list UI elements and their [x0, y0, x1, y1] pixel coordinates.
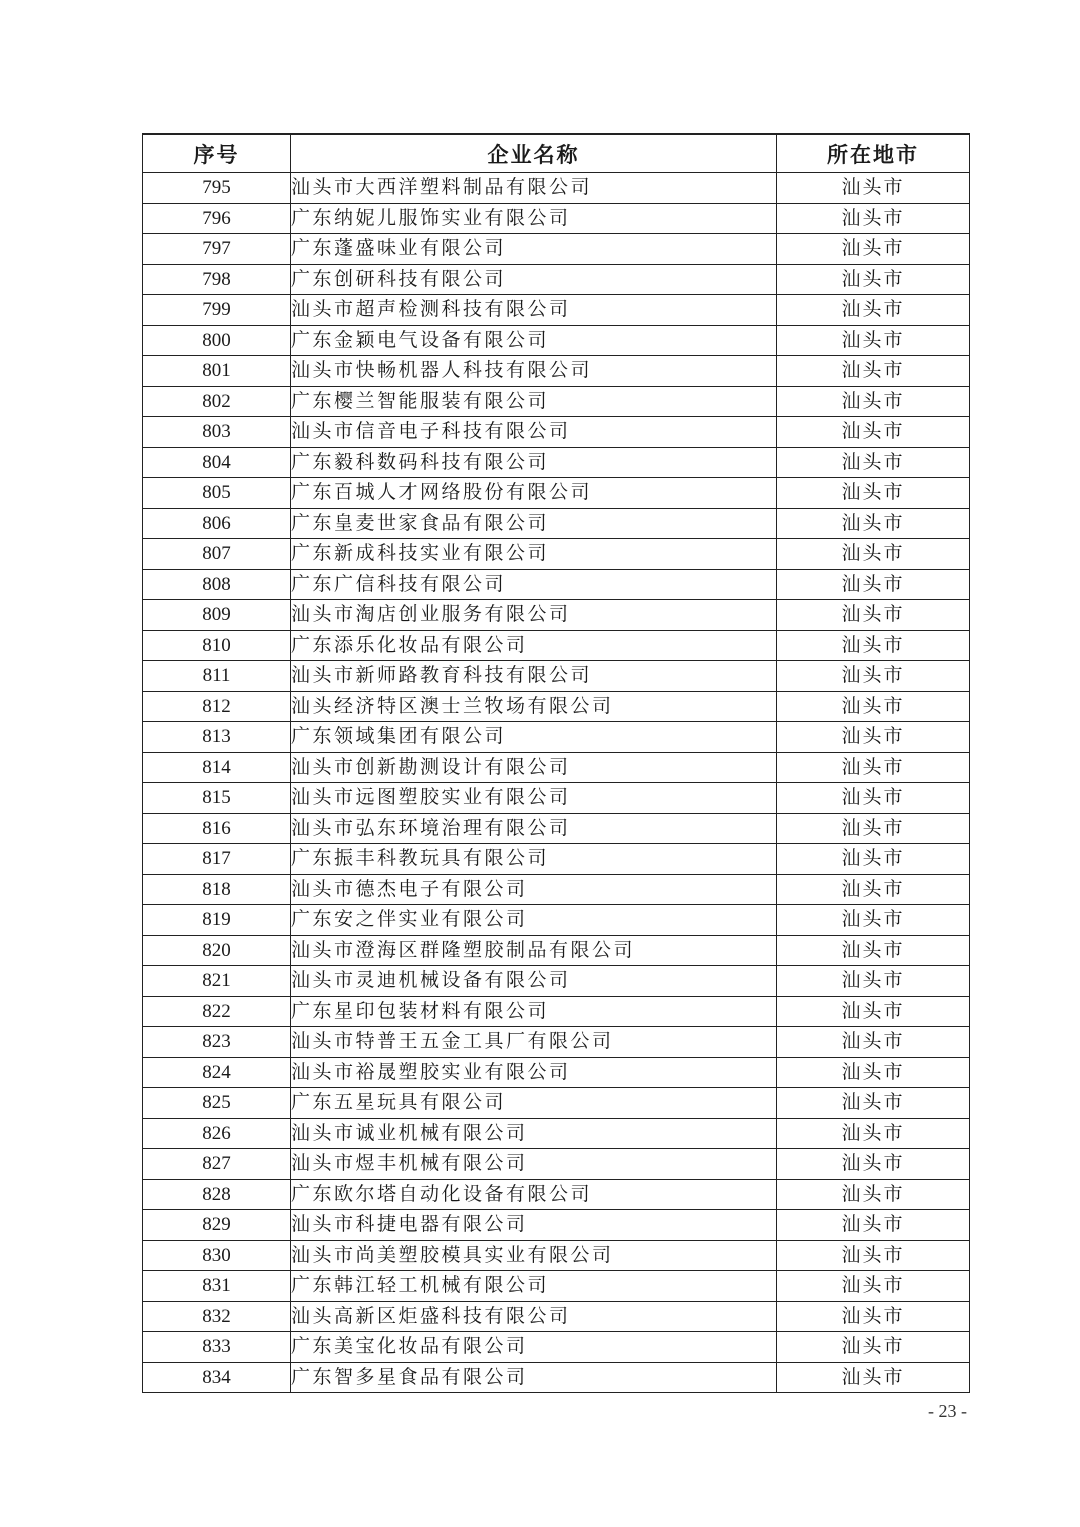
table-row [143, 661, 970, 692]
cell-company-name: 汕头市弘东环境治理有限公司 [291, 813, 777, 844]
table-row [143, 1240, 970, 1271]
cell-city: 汕头市 [777, 569, 970, 600]
cell-company-name: 广东樱兰智能服装有限公司 [291, 386, 777, 417]
table-row [143, 905, 970, 936]
table-row [143, 813, 970, 844]
table-row [143, 1057, 970, 1088]
cell-company-name: 广东韩江轻工机械有限公司 [291, 1271, 777, 1302]
cell-city: 汕头市 [777, 813, 970, 844]
cell-city: 汕头市 [777, 1240, 970, 1271]
cell-serial-number: 816 [143, 813, 291, 844]
cell-city: 汕头市 [777, 1301, 970, 1332]
cell-company-name: 汕头市裕晟塑胶实业有限公司 [291, 1057, 777, 1088]
cell-city: 汕头市 [777, 447, 970, 478]
table-row [143, 447, 970, 478]
cell-city: 汕头市 [777, 234, 970, 265]
cell-company-name: 汕头市诚业机械有限公司 [291, 1118, 777, 1149]
cell-company-name: 汕头市远图塑胶实业有限公司 [291, 783, 777, 814]
cell-serial-number: 811 [143, 661, 291, 692]
cell-company-name: 广东欧尔塔自动化设备有限公司 [291, 1179, 777, 1210]
cell-company-name: 广东毅科数码科技有限公司 [291, 447, 777, 478]
table-row [143, 1149, 970, 1180]
table-row [143, 1210, 970, 1241]
cell-serial-number: 829 [143, 1210, 291, 1241]
cell-city: 汕头市 [777, 1027, 970, 1058]
table-row [143, 600, 970, 631]
cell-city: 汕头市 [777, 1118, 970, 1149]
cell-city: 汕头市 [777, 1362, 970, 1393]
page-number: - 23 - [928, 1401, 967, 1421]
cell-company-name: 广东添乐化妆品有限公司 [291, 630, 777, 661]
table-row [143, 386, 970, 417]
table-row [143, 935, 970, 966]
table-row [143, 356, 970, 387]
table-row [143, 1027, 970, 1058]
table-row [143, 1332, 970, 1363]
cell-city: 汕头市 [777, 752, 970, 783]
cell-company-name: 广东智多星食品有限公司 [291, 1362, 777, 1393]
cell-company-name: 广东领域集团有限公司 [291, 722, 777, 753]
table-row [143, 966, 970, 997]
table-row [143, 1118, 970, 1149]
cell-serial-number: 810 [143, 630, 291, 661]
cell-serial-number: 805 [143, 478, 291, 509]
table-body [143, 173, 970, 1393]
cell-city: 汕头市 [777, 325, 970, 356]
cell-company-name: 广东蓬盛味业有限公司 [291, 234, 777, 265]
cell-city: 汕头市 [777, 630, 970, 661]
cell-serial-number: 834 [143, 1362, 291, 1393]
cell-serial-number: 808 [143, 569, 291, 600]
enterprise-table [142, 133, 970, 1393]
table-row [143, 691, 970, 722]
cell-serial-number: 821 [143, 966, 291, 997]
cell-company-name: 广东五星玩具有限公司 [291, 1088, 777, 1119]
table-row [143, 264, 970, 295]
cell-serial-number: 831 [143, 1271, 291, 1302]
cell-company-name: 汕头市新师路教育科技有限公司 [291, 661, 777, 692]
cell-serial-number: 807 [143, 539, 291, 570]
cell-serial-number: 795 [143, 173, 291, 204]
table-row [143, 234, 970, 265]
cell-city: 汕头市 [777, 1332, 970, 1363]
cell-serial-number: 826 [143, 1118, 291, 1149]
cell-serial-number: 818 [143, 874, 291, 905]
header-row [143, 134, 970, 173]
header-company-name: 企业名称 [291, 134, 777, 173]
cell-city: 汕头市 [777, 691, 970, 722]
cell-city: 汕头市 [777, 173, 970, 204]
cell-serial-number: 801 [143, 356, 291, 387]
cell-company-name: 广东百城人才网络股份有限公司 [291, 478, 777, 509]
cell-serial-number: 819 [143, 905, 291, 936]
cell-company-name: 广东新成科技实业有限公司 [291, 539, 777, 570]
cell-city: 汕头市 [777, 1149, 970, 1180]
cell-city: 汕头市 [777, 783, 970, 814]
header-city: 所在地市 [777, 134, 970, 173]
table-row [143, 783, 970, 814]
cell-company-name: 汕头市特普王五金工具厂有限公司 [291, 1027, 777, 1058]
cell-company-name: 广东广信科技有限公司 [291, 569, 777, 600]
cell-serial-number: 833 [143, 1332, 291, 1363]
cell-company-name: 广东创研科技有限公司 [291, 264, 777, 295]
cell-city: 汕头市 [777, 295, 970, 326]
cell-serial-number: 823 [143, 1027, 291, 1058]
cell-city: 汕头市 [777, 935, 970, 966]
cell-city: 汕头市 [777, 844, 970, 875]
cell-city: 汕头市 [777, 966, 970, 997]
cell-city: 汕头市 [777, 874, 970, 905]
table-row [143, 539, 970, 570]
cell-company-name: 汕头市信音电子科技有限公司 [291, 417, 777, 448]
table-row [143, 630, 970, 661]
cell-company-name: 广东美宝化妆品有限公司 [291, 1332, 777, 1363]
cell-serial-number: 813 [143, 722, 291, 753]
table-row [143, 844, 970, 875]
cell-company-name: 汕头市大西洋塑料制品有限公司 [291, 173, 777, 204]
cell-city: 汕头市 [777, 203, 970, 234]
cell-city: 汕头市 [777, 356, 970, 387]
table-header [143, 134, 970, 173]
table-row [143, 478, 970, 509]
table-row [143, 508, 970, 539]
cell-city: 汕头市 [777, 539, 970, 570]
cell-city: 汕头市 [777, 417, 970, 448]
cell-company-name: 汕头市澄海区群隆塑胶制品有限公司 [291, 935, 777, 966]
cell-serial-number: 803 [143, 417, 291, 448]
cell-city: 汕头市 [777, 478, 970, 509]
table-row [143, 417, 970, 448]
table-row [143, 1301, 970, 1332]
table-row [143, 203, 970, 234]
table-row [143, 1271, 970, 1302]
cell-company-name: 广东安之伴实业有限公司 [291, 905, 777, 936]
cell-serial-number: 820 [143, 935, 291, 966]
cell-serial-number: 812 [143, 691, 291, 722]
cell-serial-number: 802 [143, 386, 291, 417]
cell-company-name: 汕头市超声检测科技有限公司 [291, 295, 777, 326]
cell-serial-number: 799 [143, 295, 291, 326]
cell-serial-number: 804 [143, 447, 291, 478]
cell-serial-number: 815 [143, 783, 291, 814]
cell-serial-number: 806 [143, 508, 291, 539]
cell-company-name: 广东皇麦世家食品有限公司 [291, 508, 777, 539]
table-row [143, 569, 970, 600]
cell-serial-number: 809 [143, 600, 291, 631]
cell-company-name: 广东振丰科教玩具有限公司 [291, 844, 777, 875]
cell-city: 汕头市 [777, 905, 970, 936]
cell-serial-number: 830 [143, 1240, 291, 1271]
cell-serial-number: 814 [143, 752, 291, 783]
cell-city: 汕头市 [777, 508, 970, 539]
cell-company-name: 汕头经济特区澳士兰牧场有限公司 [291, 691, 777, 722]
cell-company-name: 汕头市德杰电子有限公司 [291, 874, 777, 905]
cell-serial-number: 817 [143, 844, 291, 875]
cell-serial-number: 797 [143, 234, 291, 265]
table-row [143, 996, 970, 1027]
cell-serial-number: 827 [143, 1149, 291, 1180]
cell-city: 汕头市 [777, 1088, 970, 1119]
cell-serial-number: 798 [143, 264, 291, 295]
cell-company-name: 广东金颖电气设备有限公司 [291, 325, 777, 356]
table-row [143, 173, 970, 204]
cell-city: 汕头市 [777, 1210, 970, 1241]
cell-company-name: 汕头市淘店创业服务有限公司 [291, 600, 777, 631]
cell-company-name: 汕头市尚美塑胶模具实业有限公司 [291, 1240, 777, 1271]
table-row [143, 1362, 970, 1393]
cell-city: 汕头市 [777, 722, 970, 753]
cell-company-name: 广东星印包装材料有限公司 [291, 996, 777, 1027]
cell-company-name: 汕头市科捷电器有限公司 [291, 1210, 777, 1241]
cell-company-name: 汕头市煜丰机械有限公司 [291, 1149, 777, 1180]
cell-serial-number: 822 [143, 996, 291, 1027]
cell-city: 汕头市 [777, 386, 970, 417]
table-row [143, 874, 970, 905]
cell-company-name: 汕头市灵迪机械设备有限公司 [291, 966, 777, 997]
cell-city: 汕头市 [777, 1271, 970, 1302]
cell-serial-number: 828 [143, 1179, 291, 1210]
cell-serial-number: 800 [143, 325, 291, 356]
cell-company-name: 汕头高新区炬盛科技有限公司 [291, 1301, 777, 1332]
table-row [143, 722, 970, 753]
cell-company-name: 广东纳妮儿服饰实业有限公司 [291, 203, 777, 234]
cell-serial-number: 832 [143, 1301, 291, 1332]
cell-city: 汕头市 [777, 1057, 970, 1088]
table-row [143, 1088, 970, 1119]
cell-serial-number: 824 [143, 1057, 291, 1088]
cell-city: 汕头市 [777, 661, 970, 692]
cell-city: 汕头市 [777, 1179, 970, 1210]
cell-city: 汕头市 [777, 264, 970, 295]
cell-company-name: 汕头市快畅机器人科技有限公司 [291, 356, 777, 387]
cell-serial-number: 796 [143, 203, 291, 234]
header-serial-number: 序号 [143, 134, 291, 173]
cell-city: 汕头市 [777, 996, 970, 1027]
cell-city: 汕头市 [777, 600, 970, 631]
cell-serial-number: 825 [143, 1088, 291, 1119]
table-row [143, 295, 970, 326]
table-row [143, 752, 970, 783]
table-row [143, 325, 970, 356]
cell-company-name: 汕头市创新勘测设计有限公司 [291, 752, 777, 783]
table-row [143, 1179, 970, 1210]
